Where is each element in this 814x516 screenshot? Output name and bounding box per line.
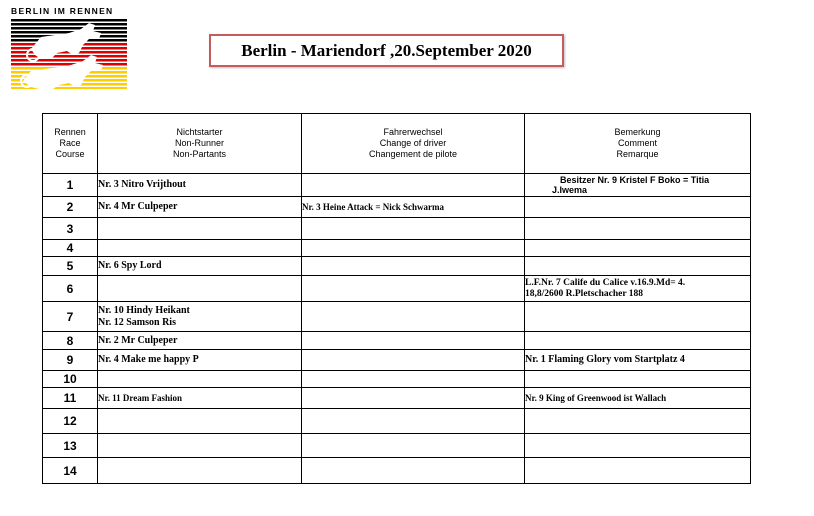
trotting-horse-logo-icon bbox=[11, 19, 127, 89]
header-driver-change: Fahrerwechsel Change of driver Changement de pilote bbox=[302, 114, 525, 174]
table-row bbox=[43, 388, 751, 409]
nonstarter-cell: Nr. 2 Mr Culpeper bbox=[98, 332, 302, 350]
table-row bbox=[43, 174, 751, 197]
driver-change-cell bbox=[302, 458, 525, 484]
page-title: Berlin - Mariendorf ,20.September 2020 bbox=[241, 40, 532, 60]
driver-change-cell bbox=[302, 240, 525, 257]
driver-change-cell bbox=[302, 218, 525, 240]
table-row bbox=[43, 350, 751, 371]
nonstarter-cell: Nr. 10 Hindy Heikant Nr. 12 Samson Ris bbox=[98, 302, 302, 332]
race-number: 2 bbox=[43, 197, 98, 218]
driver-change-cell bbox=[302, 332, 525, 350]
comment-cell bbox=[525, 332, 751, 350]
comment-cell bbox=[525, 302, 751, 332]
driver-change-cell bbox=[302, 302, 525, 332]
race-number: 9 bbox=[43, 350, 98, 371]
table-row bbox=[43, 302, 751, 332]
driver-change-cell bbox=[302, 434, 525, 458]
driver-change-cell bbox=[302, 174, 525, 197]
table-row bbox=[43, 434, 751, 458]
driver-change-cell bbox=[302, 388, 525, 409]
comment-cell: Besitzer Nr. 9 Kristel F Boko = Titia J.Iwema bbox=[525, 174, 751, 197]
comment-cell bbox=[525, 434, 751, 458]
nonstarter-cell: Nr. 3 Nitro Vrijthout bbox=[98, 174, 302, 197]
race-number: 14 bbox=[43, 458, 98, 484]
nonstarter-cell bbox=[98, 218, 302, 240]
comment-cell bbox=[525, 409, 751, 434]
race-number: 7 bbox=[43, 302, 98, 332]
race-number: 8 bbox=[43, 332, 98, 350]
comment-cell bbox=[525, 240, 751, 257]
logo bbox=[11, 6, 131, 90]
comment-cell bbox=[525, 371, 751, 388]
nonstarter-cell bbox=[98, 371, 302, 388]
comment-cell bbox=[525, 458, 751, 484]
comment-cell bbox=[525, 257, 751, 276]
nonstarter-cell: Nr. 4 Mr Culpeper bbox=[98, 197, 302, 218]
table-row bbox=[43, 240, 751, 257]
non-runner-table bbox=[42, 113, 751, 484]
race-number: 6 bbox=[43, 276, 98, 302]
title-box bbox=[209, 34, 564, 67]
header-race: Rennen Race Course bbox=[43, 114, 98, 174]
driver-change-cell bbox=[302, 409, 525, 434]
race-number: 5 bbox=[43, 257, 98, 276]
driver-change-cell bbox=[302, 257, 525, 276]
nonstarter-cell bbox=[98, 458, 302, 484]
table-row bbox=[43, 409, 751, 434]
comment-cell: Nr. 9 King of Greenwood ist Wallach bbox=[525, 388, 751, 409]
table-row bbox=[43, 197, 751, 218]
header-nonstarter: Nichtstarter Non-Runner Non-Partants bbox=[98, 114, 302, 174]
race-number: 13 bbox=[43, 434, 98, 458]
race-number: 10 bbox=[43, 371, 98, 388]
comment-cell: L.F.Nr. 7 Calife du Calice v.16.9.Md= 4. 18,8/2600 R.Pletschacher 188 bbox=[525, 276, 751, 302]
nonstarter-cell bbox=[98, 240, 302, 257]
race-number: 4 bbox=[43, 240, 98, 257]
table-row bbox=[43, 371, 751, 388]
table-row bbox=[43, 218, 751, 240]
race-number: 11 bbox=[43, 388, 98, 409]
comment-cell: Nr. 1 Flaming Glory vom Startplatz 4 bbox=[525, 350, 751, 371]
nonstarter-cell bbox=[98, 434, 302, 458]
driver-change-cell bbox=[302, 276, 525, 302]
table-row bbox=[43, 332, 751, 350]
driver-change-cell bbox=[302, 371, 525, 388]
race-number: 12 bbox=[43, 409, 98, 434]
header-comment: Bemerkung Comment Remarque bbox=[525, 114, 751, 174]
nonstarter-cell: Nr. 6 Spy Lord bbox=[98, 257, 302, 276]
nonstarter-cell: Nr. 11 Dream Fashion bbox=[98, 388, 302, 409]
race-number: 1 bbox=[43, 174, 98, 197]
race-number: 3 bbox=[43, 218, 98, 240]
nonstarter-cell bbox=[98, 276, 302, 302]
table-row bbox=[43, 276, 751, 302]
driver-change-cell bbox=[302, 350, 525, 371]
nonstarter-cell bbox=[98, 409, 302, 434]
logo-text: BERLIN IM RENNEN bbox=[11, 6, 114, 16]
comment-cell bbox=[525, 197, 751, 218]
nonstarter-cell: Nr. 4 Make me happy P bbox=[98, 350, 302, 371]
table-row bbox=[43, 257, 751, 276]
table-row bbox=[43, 458, 751, 484]
table-header-row bbox=[43, 114, 751, 174]
comment-cell bbox=[525, 218, 751, 240]
driver-change-cell: Nr. 3 Heine Attack = Nick Schwarma bbox=[302, 197, 525, 218]
